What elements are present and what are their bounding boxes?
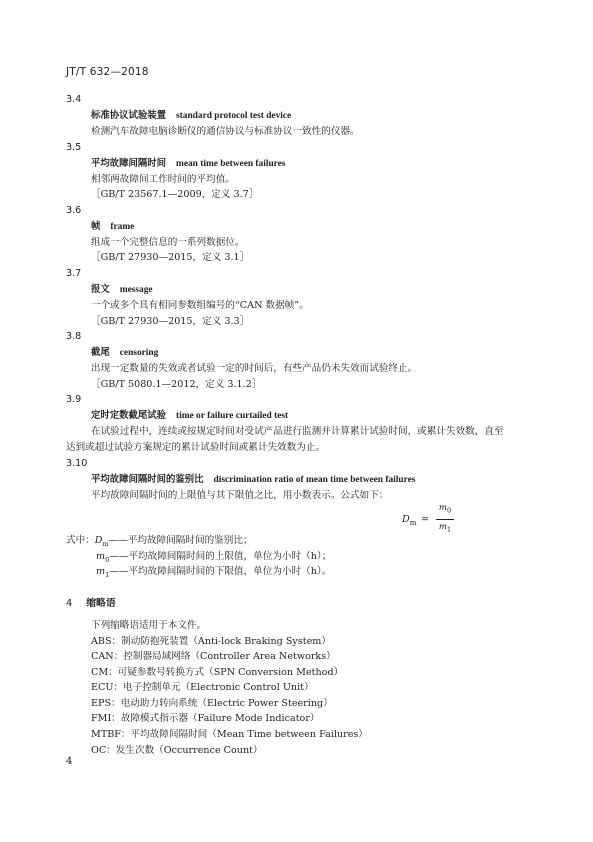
formula [66, 503, 536, 533]
standard-code-header: JT/T 632—2018 [66, 66, 149, 78]
definition-entry [66, 92, 536, 140]
definition-entry [66, 392, 536, 455]
reference-text: ［GB/T 23567.1—2009，定义 3.7］ [91, 189, 259, 201]
symbol-definition [66, 533, 536, 549]
symbol-meaning: ——平均故障间隔时间的下限值，单位为小时（h）。 [109, 566, 332, 578]
symbol: m [96, 550, 106, 562]
abbreviation-item: CM：可疑参数号转换方式（SPN Conversion Method） [91, 666, 344, 678]
definition-entry [66, 140, 536, 203]
clause-number: 3.5 [66, 141, 82, 153]
clause-number: 3.7 [66, 267, 82, 279]
term-english: frame [110, 221, 135, 232]
term-heading [66, 408, 536, 424]
term-english: mean time between failures [176, 158, 286, 169]
symbol-subscript: 0 [105, 555, 110, 564]
term-english: discrimination ratio of mean time between failures [213, 474, 416, 485]
section-title: 缩略语 [86, 597, 116, 609]
definition-text: 在试验过程中，连续或按规定时间对受试产品进行监测并计算累计试验时间，或累计失效数，直至 [91, 426, 504, 438]
document-content [66, 92, 536, 758]
abbreviation-item: FMI：故障模式指示器（Failure Mode Indicator） [91, 713, 320, 725]
symbol-subscript: m [102, 540, 109, 549]
abbreviation-item: MTBF：平均故障间隔时间（Mean Time between Failures） [91, 729, 368, 741]
term-heading [66, 345, 536, 361]
definition-text-continued: 达到或超过试验方案规定的累计试验时间或累计失效数为止。 [66, 441, 326, 453]
abbreviation-item: ABS：制动防抱死装置（Anti-lock Braking System） [91, 635, 331, 647]
abbreviation-item: ECU：电子控制单元（Electronic Control Unit） [91, 682, 314, 694]
page-number: 4 [66, 756, 73, 767]
where-prefix: 式中： [66, 535, 95, 547]
formula-equals: = [421, 514, 430, 526]
section-heading [66, 594, 536, 614]
fraction-denominator: $m_1$ [438, 521, 452, 534]
abbreviation-item: EPS：电动助力转向系统（Electric Power Steering） [91, 697, 333, 709]
symbol: D [94, 535, 103, 547]
section-number: 4 [66, 597, 73, 609]
definition-text: 检测汽车故障电脑诊断仪的通信协议与标准协议一致性的仪器。 [91, 126, 360, 137]
term-heading [66, 472, 536, 488]
reference-text: ［GB/T 27930—2015，定义 3.3］ [91, 315, 250, 327]
reference-text: ［GB/T 27930—2015，定义 3.1］ [91, 252, 250, 264]
definition-text: 相邻两故障间工作时间的平均值。 [91, 173, 235, 185]
formula-lhs: $D_m$ [402, 514, 417, 528]
symbol-definition [66, 564, 536, 580]
term-heading [66, 282, 536, 298]
term-heading [66, 108, 536, 124]
clause-number: 3.10 [66, 457, 88, 469]
symbol-definition [66, 549, 536, 565]
abbreviation-item: CAN：控制器局域网络（Controller Area Networks） [91, 651, 336, 663]
abbreviation-item: OC：发生次数（Occurrence Count） [91, 744, 263, 756]
clause-number: 3.9 [66, 394, 82, 406]
reference-text: ［GB/T 5080.1—2012，定义 3.1.2］ [91, 378, 262, 390]
clause-number: 3.4 [66, 94, 82, 105]
symbol-meaning: ——平均故障间隔时间的鉴别比； [108, 535, 253, 547]
term-english: time or failure curtailed test [176, 411, 289, 422]
term-chinese: 平均故障间隔时间的鉴别比 [91, 473, 204, 485]
term-english: censoring [119, 348, 159, 359]
definition-text: 一个或多个具有相同参数组编号的“CAN 数据帧”。 [91, 299, 309, 311]
term-chinese: 平均故障间隔时间 [91, 157, 167, 169]
term-chinese: 报文 [91, 283, 110, 295]
symbol-definitions [66, 533, 536, 580]
clause-number: 3.6 [66, 204, 82, 216]
term-heading [66, 156, 536, 172]
symbol-subscript: 1 [105, 571, 110, 580]
definition-entries [66, 92, 536, 456]
term-chinese: 标准协议试验装置 [91, 110, 167, 121]
definition-entry [66, 329, 536, 392]
definition-text: 出现一定数量的失效或者试验一定的时间后，有些产品仍未失效而试验终止。 [91, 363, 418, 375]
fraction-numerator: $m_0$ [438, 503, 452, 515]
definition-entry-3-10 [66, 456, 536, 580]
section-intro: 下列缩略语适用于本文件。 [91, 619, 207, 631]
definition-text: 平均故障间隔时间的上限值与其下限值之比，用小数表示。公式如下： [91, 489, 389, 501]
abbreviation-list [66, 634, 536, 759]
term-english: standard protocol test device [176, 111, 292, 121]
fraction-bar [436, 519, 454, 520]
clause-number: 3.8 [66, 331, 82, 343]
term-chinese: 截尾 [91, 347, 110, 359]
definition-entry [66, 203, 536, 266]
definition-entry [66, 266, 536, 329]
symbol-meaning: ——平均故障间隔时间的上限值，单位为小时（h）； [109, 550, 332, 562]
term-chinese: 定时定数截尾试验 [91, 410, 167, 422]
definition-text: 组成一个完整信息的一系列数据位。 [91, 236, 245, 248]
term-chinese: 帧 [91, 220, 101, 232]
symbol: m [96, 566, 106, 578]
formula-fraction [436, 503, 454, 535]
term-english: message [119, 284, 153, 295]
term-heading [66, 219, 536, 235]
